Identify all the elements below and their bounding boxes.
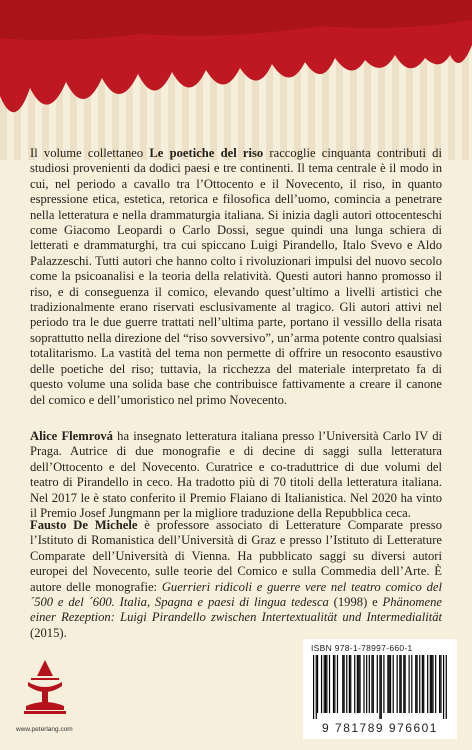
book-title-italic: Phänomene einer Rezeption: Luigi Pirandello zwischen Intertextualität und Intermedialität — [30, 595, 442, 625]
book-title-italic: Guerrieri ridicoli e guerre vere nel teatro comico del ´500 e del ´600. Italia, Spagna e paesi di lingua tedesca — [30, 579, 442, 610]
author-bio-de-michele — [30, 518, 442, 641]
author-bio-text: (1998) e — [328, 595, 383, 610]
author-bio-flemrova — [30, 429, 442, 521]
author-name: Alice Flemrová — [30, 429, 113, 443]
book-title: Le poetiche del riso — [149, 146, 264, 160]
curtain-decoration — [0, 0, 472, 160]
author-bio-text: ha insegnato letteratura italiana presso l’Università Carlo IV di Praga. Autrice di due monografie e di decine di saggi sulla letteratura dell’Ottocento e del Novecento. Curatrice e co-traduttrice di due volumi del teatro di Pirandello in ceco. Ha tradotto più di 70 titoli della letteratura italiana. Nel 2017 le è stato conferito il Premio Flaiano di Italianistica. Nel 2020 ha vinto il Premio Josef Jungmann per la migliore traduzione della Repubblica ceca. — [30, 429, 442, 521]
peter-lang-logo-icon — [18, 658, 72, 720]
publisher-url[interactable]: www.peterlang.com — [16, 726, 73, 733]
author-name: Fausto De Michele — [30, 518, 138, 532]
isbn-digits: 9 781789 976601 — [322, 721, 438, 735]
intro-body: raccoglie cinquanta contributi di studiosi provenienti da dodici paesi e tre continenti. Il tema centrale è il modo in cui, nel periodo a cavallo tra l’Ottocento e il Novecento, il riso, in quanto espressione etica, estetica, retorica e filosofica dell’uomo, comincia a penetrare nella letteratura e nella drammaturgia italiana. Si inizia dagli autori ottocenteschi come Giacomo Leopardi o Carlo Dossi, segue quindi una lunga schiera di letterati e drammaturghi, tra cui spiccano Luigi Pirandello, Italo Svevo e Aldo Palazzeschi. Tutti autori che hanno colto i rivoluzionari impulsi del nuovo secolo come la psicoanalisi e la teoria della relatività. Questi autori hanno promosso il riso, e di conseguenza il comico, elevando quest’ultimo a livelli artistici che tradizionalmente erano riservati esclusivamente al tragico. Gli autori attivi nel periodo tra le due guerre trattati nell’ultima parte, portano il vessillo della risata soprattutto nella direzione del “riso sovversivo”, un’arma potente contro qualsiasi totalitarismo. La vastità del tema non permette di offrire un resoconto esaustivo delle poetiche del riso; tuttavia, la ricchezza del materiale interpretato fa di questo volume una solida base che contribuisce fattivamente a creare il canone del comico e dell’umoristico nel primo Novecento. — [30, 146, 442, 407]
author-bio-text: (2015). — [30, 625, 67, 640]
author-bio-text: è professore associato di Letterature Comparate presso l’Istituto di Romanistica dell’Università di Graz e presso l’Istituto di Letterature Comparate dell’Università di Vienna. Ha pubblicato saggi su diversi autori europei del Novecento, sulle teorie del Comico e sulla Commedia dell’Arte. È autore delle monografie: — [30, 518, 442, 594]
description-paragraph — [30, 146, 442, 408]
intro-lead: Il volume collettaneo — [30, 146, 150, 160]
isbn-label: ISBN 978-1-78997-660-1 — [311, 643, 413, 653]
barcode-bars — [313, 655, 447, 719]
isbn-barcode — [303, 639, 457, 739]
